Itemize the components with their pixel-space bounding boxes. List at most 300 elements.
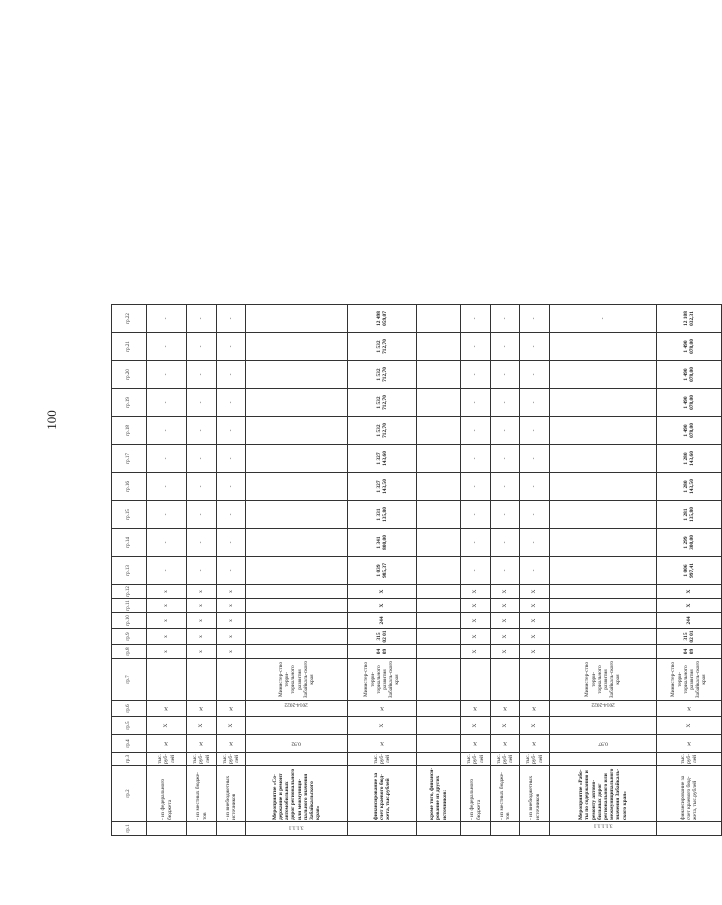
table-cell-c15: - xyxy=(187,501,217,529)
column-header: гр.15 xyxy=(112,501,147,529)
table-cell-c20 xyxy=(550,361,657,389)
table-cell-c4 xyxy=(348,735,417,753)
table-cell-c18: - xyxy=(461,417,491,445)
table-cell-c9: 315 02 01 xyxy=(657,629,722,645)
table-cell-c2: - из федерального бюджета xyxy=(461,766,491,822)
table-cell-c13: 1 006 997,41 xyxy=(657,557,722,585)
table-cell-c4 xyxy=(246,735,348,753)
table-cell-c18: 1 490 078,00 xyxy=(657,417,722,445)
table-cell-c6 xyxy=(550,701,657,717)
table-row xyxy=(657,305,722,836)
table-cell-c8: x xyxy=(187,645,217,659)
cell-text: X xyxy=(503,740,507,747)
table-cell-c14: - xyxy=(491,529,520,557)
table-cell-c21: 1 532 712,70 xyxy=(348,333,417,361)
cell-text: X xyxy=(687,705,691,712)
table-cell-c17 xyxy=(246,445,348,473)
cell-text: X xyxy=(164,705,169,712)
table-cell-c9: 315 02 01 xyxy=(348,629,417,645)
table-cell-c11: X xyxy=(657,599,722,613)
table-cell-c13: 1 039 985,37 xyxy=(348,557,417,585)
table-cell-c3: тыс. руб-лей xyxy=(217,753,246,766)
column-header: гр.1 xyxy=(112,822,147,836)
table-cell-c7: Министер-ство терри-ториального развития Забайкаль-ского края xyxy=(246,659,348,701)
table-cell-c7: Министер-ство терри-ториального развития Забайкаль-ского края xyxy=(657,659,722,701)
table-cell-c14: - xyxy=(187,529,217,557)
table-cell-c20: - xyxy=(187,361,217,389)
table-cell-c11: X xyxy=(491,599,520,613)
cell-text: X xyxy=(532,740,537,747)
table-cell-c13 xyxy=(417,557,461,585)
column-header: гр.3 xyxy=(112,753,147,766)
table-cell-c1 xyxy=(348,822,417,836)
table-cell-c15: 1 281 135,80 xyxy=(657,501,722,529)
table-cell-c7 xyxy=(520,659,550,701)
table-cell-c4 xyxy=(147,735,187,753)
table-cell-c1 xyxy=(147,822,187,836)
table-cell-c1 xyxy=(657,822,722,836)
table-cell-c17: 1 280 143,60 xyxy=(657,445,722,473)
table-cell-c1 xyxy=(417,822,461,836)
column-header: гр.8 xyxy=(112,645,147,659)
table-cell-c21: - xyxy=(147,333,187,361)
table-cell-c16: - xyxy=(187,473,217,501)
table-cell-c8: 04 09 xyxy=(657,645,722,659)
table-cell-c7 xyxy=(187,659,217,701)
table-cell-c17 xyxy=(417,445,461,473)
table-cell-c13: - xyxy=(147,557,187,585)
table-row xyxy=(520,305,550,836)
table-cell-c6 xyxy=(657,701,722,717)
table-cell-c5: X xyxy=(520,717,550,735)
table-cell-c8: x xyxy=(217,645,246,659)
table-cell-c3: тыс. руб-лей xyxy=(657,753,722,766)
table-cell-c7 xyxy=(147,659,187,701)
table-cell-c17: - xyxy=(147,445,187,473)
table-cell-c22: - xyxy=(147,305,187,333)
table-cell-c10: 244 xyxy=(657,613,722,629)
table-cell-c17: - xyxy=(461,445,491,473)
column-header: гр.7 xyxy=(112,659,147,701)
table-cell-c13 xyxy=(550,557,657,585)
table-cell-c19 xyxy=(550,389,657,417)
table-cell-c19: 1 532 712,70 xyxy=(348,389,417,417)
table-cell-c22: - xyxy=(491,305,520,333)
table-cell-c6 xyxy=(147,701,187,717)
table-cell-c6 xyxy=(520,701,550,717)
table-cell-c16: - xyxy=(461,473,491,501)
table-cell-c19: - xyxy=(147,389,187,417)
column-header: гр.19 xyxy=(112,389,147,417)
cell-text: X xyxy=(503,705,507,712)
cell-text: X xyxy=(229,705,233,712)
table-cell-c12: X xyxy=(461,585,491,599)
table-row xyxy=(417,305,461,836)
table-cell-c22: - xyxy=(550,305,657,333)
table-cell-c11: x xyxy=(217,599,246,613)
table-cell-c8 xyxy=(246,645,348,659)
column-header: гр.17 xyxy=(112,445,147,473)
table-cell-c5: X xyxy=(217,717,246,735)
cell-text: X xyxy=(473,705,478,712)
table-cell-c17: 1 327 143,60 xyxy=(348,445,417,473)
table-cell-c2: - из федерального бюджета xyxy=(147,766,187,822)
table-cell-c22: - xyxy=(461,305,491,333)
table-cell-c2: - из внебюджетных источников xyxy=(520,766,550,822)
table-cell-c8: 04 09 xyxy=(348,645,417,659)
table-cell-c5 xyxy=(550,717,657,735)
table-cell-c5: X xyxy=(461,717,491,735)
table-cell-c15: - xyxy=(520,501,550,529)
table-cell-c14: 1 341 800,00 xyxy=(348,529,417,557)
table-cell-c17: - xyxy=(187,445,217,473)
table-cell-c5: X xyxy=(147,717,187,735)
table-cell-c15 xyxy=(550,501,657,529)
table-cell-c12 xyxy=(246,585,348,599)
table-cell-c15: - xyxy=(461,501,491,529)
table-cell-c16 xyxy=(246,473,348,501)
table-cell-c4 xyxy=(461,735,491,753)
table-row xyxy=(461,305,491,836)
table-cell-c13 xyxy=(246,557,348,585)
table-cell-c14: - xyxy=(520,529,550,557)
table-cell-c14 xyxy=(417,529,461,557)
table-cell-c16 xyxy=(417,473,461,501)
table-cell-c3: тыс. руб-лей xyxy=(187,753,217,766)
table-cell-c5 xyxy=(246,717,348,735)
table-cell-c22: - xyxy=(217,305,246,333)
table-cell-c6 xyxy=(187,701,217,717)
table-cell-c22: - xyxy=(520,305,550,333)
table-cell-c9: X xyxy=(461,629,491,645)
table-cell-c3 xyxy=(417,753,461,766)
table-cell-c11: X xyxy=(461,599,491,613)
table-cell-c10: x xyxy=(187,613,217,629)
table-cell-c5 xyxy=(417,717,461,735)
table-cell-c3: тыс. руб-лей xyxy=(348,753,417,766)
table-cell-c20: - xyxy=(217,361,246,389)
table-cell-c4 xyxy=(550,735,657,753)
table-cell-c12: X xyxy=(520,585,550,599)
table-cell-c16: - xyxy=(147,473,187,501)
table-cell-c2: финансирование за счет краевого бюд-жета, тыс.рублей xyxy=(657,766,722,822)
table-cell-c11: x xyxy=(147,599,187,613)
table-cell-c20 xyxy=(246,361,348,389)
cell-text: X xyxy=(229,740,233,747)
table-cell-c10: 244 xyxy=(348,613,417,629)
table-cell-c20: - xyxy=(491,361,520,389)
header-row xyxy=(112,305,147,836)
table-cell-c8: x xyxy=(147,645,187,659)
table-cell-c11: X xyxy=(520,599,550,613)
column-header: гр.21 xyxy=(112,333,147,361)
table-cell-c5: X xyxy=(348,717,417,735)
table-cell-c20: 1 532 712,70 xyxy=(348,361,417,389)
cell-text: X xyxy=(687,740,691,747)
table-cell-c3: тыс. руб-лей xyxy=(461,753,491,766)
column-header: гр.22 xyxy=(112,305,147,333)
table-cell-c9: X xyxy=(520,629,550,645)
table-cell-c22 xyxy=(417,305,461,333)
table-cell-c22: 12 498 059,07 xyxy=(348,305,417,333)
cell-text: 3.1.1.1.1 xyxy=(593,822,613,829)
cell-text: X xyxy=(199,740,204,747)
table-cell-c4 xyxy=(520,735,550,753)
table-cell-c3: тыс. руб-лей xyxy=(147,753,187,766)
table-cell-c21 xyxy=(417,333,461,361)
table-cell-c3: тыс. руб-лей xyxy=(491,753,520,766)
table-cell-c21: - xyxy=(461,333,491,361)
table-cell-c13: - xyxy=(491,557,520,585)
column-header: гр.10 xyxy=(112,613,147,629)
table-cell-c5: X xyxy=(187,717,217,735)
table-cell-c17 xyxy=(550,445,657,473)
table-cell-c13: - xyxy=(187,557,217,585)
cell-text: 0.92 xyxy=(291,740,302,747)
table-cell-c7: Министер-ство терри-ториального развития Забайкаль-ского края xyxy=(550,659,657,701)
table-cell-c4 xyxy=(217,735,246,753)
table-cell-c15: 1 331 135,80 xyxy=(348,501,417,529)
table-cell-c14 xyxy=(246,529,348,557)
table-cell-c19: - xyxy=(491,389,520,417)
table-cell-c2: - из внебюджетных источников xyxy=(217,766,246,822)
table-row xyxy=(491,305,520,836)
table-cell-c22 xyxy=(246,305,348,333)
table-cell-c8 xyxy=(550,645,657,659)
table-cell-c21: - xyxy=(491,333,520,361)
table-cell-c3: тыс. руб-лей xyxy=(520,753,550,766)
table-cell-c2: Мероприятие «Рабо-ты по содержанию и ремонту автомо-бильных дорог регионального или межмуниципального значения Забайкаль-ского края» xyxy=(550,766,657,822)
table-cell-c21: - xyxy=(187,333,217,361)
table-cell-c11 xyxy=(246,599,348,613)
cell-text: 2014-2022 xyxy=(591,701,615,708)
table-cell-c1 xyxy=(217,822,246,836)
table-cell-c14 xyxy=(550,529,657,557)
table-cell-c18 xyxy=(246,417,348,445)
table-cell-c13: - xyxy=(217,557,246,585)
table-cell-c2: кроме того, финанси-рование из других источников: xyxy=(417,766,461,822)
table-cell-c19: 1 490 078,00 xyxy=(657,389,722,417)
column-header: гр.18 xyxy=(112,417,147,445)
table-cell-c8: X xyxy=(491,645,520,659)
table-cell-c10: x xyxy=(147,613,187,629)
table-cell-c10: X xyxy=(520,613,550,629)
cell-text: X xyxy=(199,705,204,712)
table-cell-c2: финансирование за счет краевого бюд-жета, тыс.рублей xyxy=(348,766,417,822)
table-cell-c15: - xyxy=(147,501,187,529)
table-cell-c18: - xyxy=(147,417,187,445)
table-row xyxy=(147,305,187,836)
table-cell-c9 xyxy=(417,629,461,645)
table-cell-c20: 1 490 078,00 xyxy=(657,361,722,389)
table-cell-c4 xyxy=(187,735,217,753)
table-cell-c6 xyxy=(217,701,246,717)
table-cell-c8: X xyxy=(520,645,550,659)
table-cell-c10: X xyxy=(461,613,491,629)
table-cell-c11 xyxy=(417,599,461,613)
table-cell-c16: - xyxy=(520,473,550,501)
table-cell-c16 xyxy=(550,473,657,501)
table-cell-c7 xyxy=(491,659,520,701)
table-cell-c9 xyxy=(246,629,348,645)
table-cell-c21: - xyxy=(520,333,550,361)
column-header: гр.16 xyxy=(112,473,147,501)
table-cell-c14: - xyxy=(217,529,246,557)
table-cell-c1 xyxy=(187,822,217,836)
table-cell-c6 xyxy=(417,701,461,717)
table-cell-c20: - xyxy=(520,361,550,389)
table-cell-c18: 1 532 712,70 xyxy=(348,417,417,445)
table-cell-c7 xyxy=(417,659,461,701)
table-cell-c4 xyxy=(657,735,722,753)
table-cell-c8 xyxy=(417,645,461,659)
table-cell-c19 xyxy=(417,389,461,417)
table-row xyxy=(217,305,246,836)
table-cell-c21 xyxy=(550,333,657,361)
table-cell-c11 xyxy=(550,599,657,613)
table-cell-c16: 1 280 143,50 xyxy=(657,473,722,501)
cell-text: 2014-2022 xyxy=(284,701,309,708)
table-cell-c15: - xyxy=(217,501,246,529)
column-header: гр.11 xyxy=(112,599,147,613)
table-cell-c21: - xyxy=(217,333,246,361)
table-cell-c13: - xyxy=(520,557,550,585)
table-cell-c2: - из местных бюдже-тов xyxy=(187,766,217,822)
table-cell-c14: - xyxy=(147,529,187,557)
cell-text: 0.97 xyxy=(598,740,608,747)
column-header: гр.20 xyxy=(112,361,147,389)
table-cell-c10 xyxy=(550,613,657,629)
table-row xyxy=(550,305,657,836)
table-cell-c12 xyxy=(550,585,657,599)
table-cell-c12: x xyxy=(147,585,187,599)
table-cell-c18 xyxy=(417,417,461,445)
table-cell-c19: - xyxy=(461,389,491,417)
table-cell-c5: X xyxy=(657,717,722,735)
table-cell-c19: - xyxy=(217,389,246,417)
table-cell-c14: 1 299 300,00 xyxy=(657,529,722,557)
column-header: гр.2 xyxy=(112,766,147,822)
table-cell-c16: - xyxy=(217,473,246,501)
table-cell-c4 xyxy=(417,735,461,753)
table-cell-c12: x xyxy=(217,585,246,599)
table-cell-c11: X xyxy=(348,599,417,613)
table-cell-c19: - xyxy=(187,389,217,417)
table-cell-c17: - xyxy=(491,445,520,473)
column-header: гр.9 xyxy=(112,629,147,645)
rotated-table-wrapper xyxy=(111,28,708,836)
table-cell-c9: X xyxy=(491,629,520,645)
column-header: гр.5 xyxy=(112,717,147,735)
table-cell-c20 xyxy=(417,361,461,389)
table-cell-c11: x xyxy=(187,599,217,613)
table-cell-c9: x xyxy=(147,629,187,645)
table-cell-c10 xyxy=(417,613,461,629)
column-header: гр.13 xyxy=(112,557,147,585)
table-cell-c10: x xyxy=(217,613,246,629)
table-cell-c9: x xyxy=(217,629,246,645)
table-cell-c17: - xyxy=(217,445,246,473)
cell-text: X xyxy=(532,705,537,712)
table-row xyxy=(246,305,348,836)
table-cell-c1 xyxy=(491,822,520,836)
table-cell-c20: - xyxy=(147,361,187,389)
table-cell-c18: - xyxy=(520,417,550,445)
table-cell-c21: 1 490 078,00 xyxy=(657,333,722,361)
cell-text: X xyxy=(380,705,384,712)
table-cell-c21 xyxy=(246,333,348,361)
cell-text: 3.1.1.1 xyxy=(289,824,304,831)
table-cell-c18: - xyxy=(491,417,520,445)
column-header: гр.12 xyxy=(112,585,147,599)
table-cell-c13: - xyxy=(461,557,491,585)
table-cell-c15: - xyxy=(491,501,520,529)
table-row xyxy=(187,305,217,836)
table-cell-c6 xyxy=(491,701,520,717)
table-cell-c12: x xyxy=(187,585,217,599)
table-cell-c15 xyxy=(417,501,461,529)
table-cell-c16: - xyxy=(491,473,520,501)
budget-table xyxy=(111,304,722,836)
table-cell-c18: - xyxy=(187,417,217,445)
column-header: гр.14 xyxy=(112,529,147,557)
table-cell-c3 xyxy=(246,753,348,766)
table-cell-c7 xyxy=(217,659,246,701)
table-cell-c9 xyxy=(550,629,657,645)
column-header: гр.4 xyxy=(112,735,147,753)
table-cell-c12 xyxy=(417,585,461,599)
cell-text: X xyxy=(473,740,478,747)
table-cell-c12: X xyxy=(348,585,417,599)
column-header: гр.6 xyxy=(112,701,147,717)
table-cell-c6 xyxy=(246,701,348,717)
table-cell-c1 xyxy=(520,822,550,836)
table-cell-c15 xyxy=(246,501,348,529)
table-cell-c6 xyxy=(461,701,491,717)
table-cell-c20: - xyxy=(461,361,491,389)
cell-text: X xyxy=(380,740,384,747)
table-cell-c12: X xyxy=(491,585,520,599)
table-cell-c3 xyxy=(550,753,657,766)
table-cell-c22: - xyxy=(187,305,217,333)
table-cell-c5: X xyxy=(491,717,520,735)
table-cell-c19: - xyxy=(520,389,550,417)
table-cell-c12: X xyxy=(657,585,722,599)
table-cell-c1 xyxy=(246,822,348,836)
table-cell-c8: X xyxy=(461,645,491,659)
table-cell-c6 xyxy=(348,701,417,717)
cell-text: X xyxy=(164,740,169,747)
table-cell-c10: X xyxy=(491,613,520,629)
table-cell-c2: Мероприятие «Со-держание и ремонт автомобильных дорог регионального или межмуници-пального значения Забайкальского края» xyxy=(246,766,348,822)
table-row xyxy=(348,305,417,836)
table-cell-c1 xyxy=(461,822,491,836)
table-cell-c10 xyxy=(246,613,348,629)
table-cell-c19 xyxy=(246,389,348,417)
table-cell-c4 xyxy=(491,735,520,753)
page-number: 100 xyxy=(44,410,59,430)
table-cell-c17: - xyxy=(520,445,550,473)
table-cell-c16: 1 327 143,50 xyxy=(348,473,417,501)
table-cell-c22: 12 108 032,31 xyxy=(657,305,722,333)
table-cell-c18: - xyxy=(217,417,246,445)
table-cell-c2: - из местных бюдже-тов xyxy=(491,766,520,822)
table-cell-c7: Министер-ство терри-ториального развития Забайкаль-ского края xyxy=(348,659,417,701)
table-cell-c18 xyxy=(550,417,657,445)
table-cell-c9: x xyxy=(187,629,217,645)
table-cell-c14: - xyxy=(461,529,491,557)
table-cell-c7 xyxy=(461,659,491,701)
